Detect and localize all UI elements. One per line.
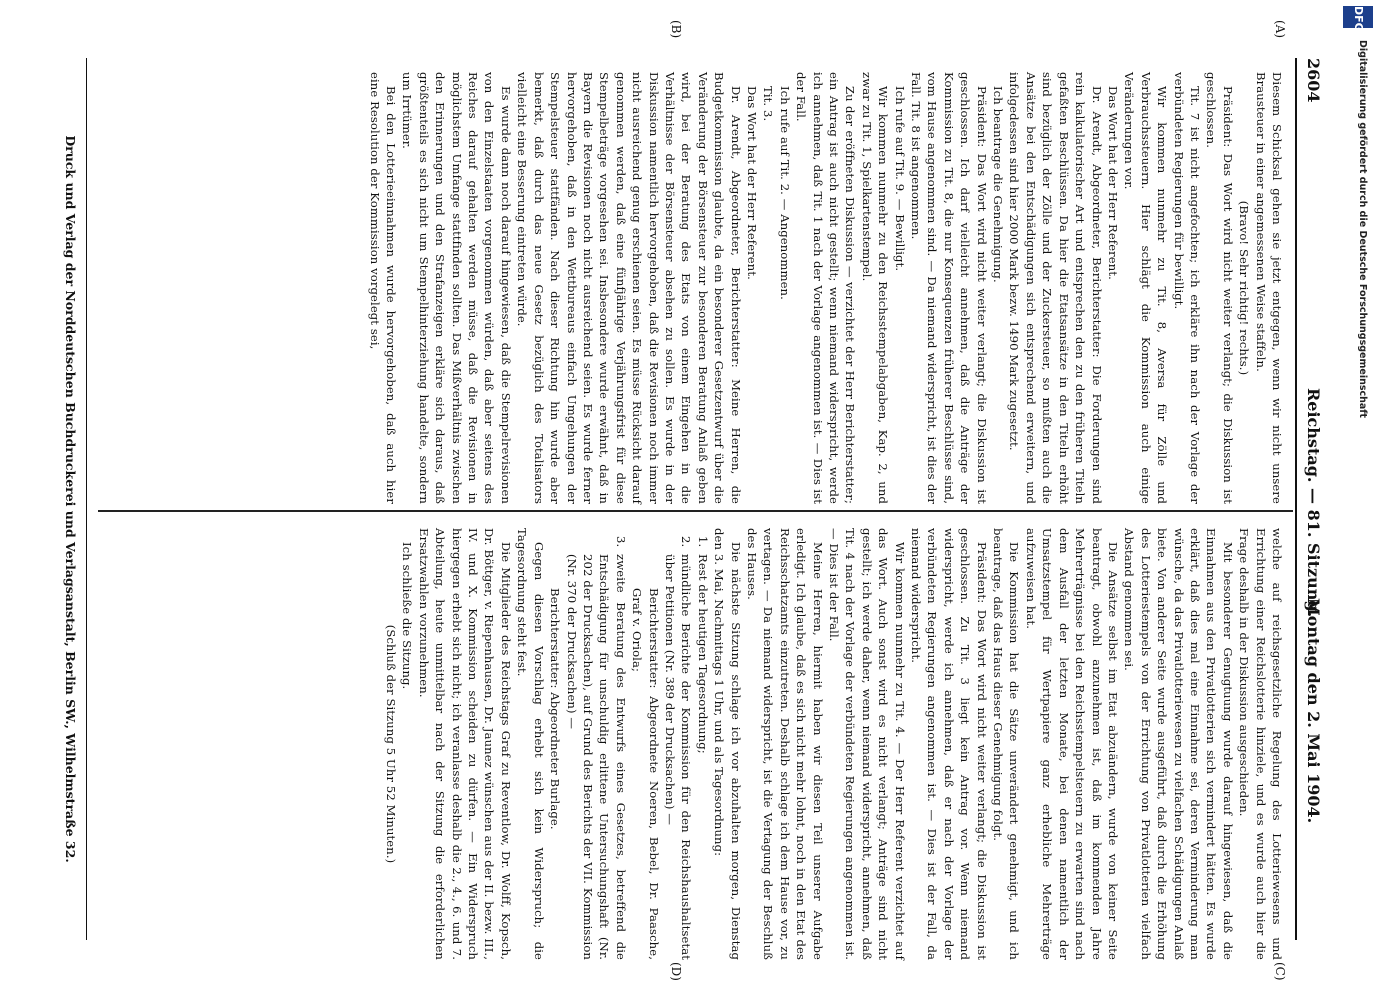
agenda-item xyxy=(694,528,710,960)
paragraph: Wir kommen nunmehr zu Tit. 8, Aversa für Zölle und Verbrauchssteuern. Hier schlägt die Kommission auch einige Veränderungen vor. xyxy=(1122,72,1170,504)
paragraph: Ich rufe auf Tit. 9. — Bewilligt. xyxy=(892,86,907,272)
paragraph: Das Wort hat der Herr Referent. xyxy=(745,86,759,280)
agenda-item xyxy=(563,528,629,960)
paragraph: Zu der eröffneten Diskussion — verzichtet der Herr Berichterstatter; ein Antrag ist auch nicht gestellt; wenn niemand widerspricht, werde ich annehmen, daß Tit. 1 nach der Vorlage angenommen ist. — Dies ist der Fall. xyxy=(794,72,858,504)
paragraph: Dr. Arendt, Abgeordneter, Berichterstatter: Die Forderungen sind rein kalkulatorischer Art und entsprechen den zu den früheren Titeln gefaßten Beschlüssen. Da hier die Etatsansätze in den Titeln erhöht sind bezüglich der Zölle und der Zuckersteuer, so mußten auch die Ansätze bei den Entschädigungen sich entsprechend erweitern, und infolgedessen sind hier 2000 Mark bezw. 1490 Mark zugesetzt. xyxy=(1007,72,1104,504)
paragraph: Präsident: Das Wort wird nicht weiter verlangt; die Diskussion ist geschlossen. Zu Tit. 3 liegt kein Antrag vor. Wenn niemand widerspricht, werde ich annehmen, daß er nach der Vorlage der verbündeten Regierungen angenommen ist. — Dies ist der Fall, da niemand widerspricht. xyxy=(909,528,989,960)
dfg-logo-icon: DFG xyxy=(1343,6,1373,28)
paragraph: Präsident: Das Wort wird nicht weiter verlangt; die Diskussion ist geschlossen. Ich darf vielleicht annehmen, daß die Anträge der Kommission zu Tit. 8, die nur Konsequenzen früherer Beschlüsse sind, vom Hause angenommen sind. — Da niemand widerspricht, ist dies der Fall. Tit. 8 ist angenommen. xyxy=(909,72,989,504)
agenda-number: 3. xyxy=(613,536,628,548)
paragraph: Wir kommen nunmehr zu Tit. 4. — Der Herr Referent verzichtet auf das Wort. Auch sonst wird es nicht verlangt; Anträge sind nicht gestellt; ich werde daher, wenn niemand widerspricht, annehmen, daß Tit. 4 nach der Vorlage der verbündeten Regierungen angenommen ist. — Dies ist der Fall. xyxy=(827,528,907,960)
paragraph: Ich rufe auf Tit. 2. — Angenommen. xyxy=(777,86,792,300)
margin-mark-a: (A) xyxy=(1273,20,1287,39)
paragraph: Bei den Lotterieeinnahmen wurde hervorgehoben, daß auch hier eine Resolution der Kommission vorgelegt sei, xyxy=(367,72,399,504)
rapporteurs: Berichterstatter: Abgeordneter Burlage. xyxy=(548,588,563,830)
closing-note: (Schluß der Sitzung 5 Uhr 52 Minuten.) xyxy=(384,624,399,864)
paragraph: Präsident: Das Wort wird nicht weiter verlangt; die Diskussion ist geschlossen. xyxy=(1204,72,1235,504)
paragraph: Das Wort hat der Herr Referent. xyxy=(1105,86,1120,280)
paragraph: Die nächste Sitzung schlage ich vor abzuhalten morgen, Dienstag den 3. Mai, Nachmittags 1 Uhr, und als Tagesordnung: xyxy=(712,528,743,960)
margin-mark-b: (B) xyxy=(669,20,683,39)
paragraph: Tit. 7 ist nicht angefochten; ich erkläre ihn nach der Vorlage der verbündeten Regierungen für bewilligt. xyxy=(1171,72,1202,504)
running-header xyxy=(1297,58,1323,940)
paragraph: Die Kommission hat die Sätze unverändert genehmigt, und ich beantrage, daß das Haus dieser Genehmigung folgt. xyxy=(991,528,1022,960)
paragraph: Die Mitglieder des Reichstags Graf zu Reventlow, Dr. Wolff, Kopsch, Dr. Böttger, v. Riepenhausen, Dr. Jaunez wünschen aus der II. bezw. III., IV. und X. Kommission scheiden zu dürfen. — Ein Widerspruch hiergegen erhebt sich nicht; ich veranlasse deshalb die 2., 4., 6. und 7. Abteilung, heute unmittelbar nach der Sitzung die erforderlichen Ersatzwahlen vorzunehmen. xyxy=(416,528,513,960)
left-column xyxy=(366,72,1285,504)
header-title-right: Montag den 2. Mai 1904. xyxy=(1304,598,1323,824)
paragraph: Es wurde dann noch darauf hingewiesen, daß die Stempelrevisionen von den Einzelstaaten vorgenommen würden, daß aber seitens des Reiches darauf gehalten werden müsse, daß die Revisionen in möglichstem Umfange stattfinden sollten. Das Mißverhältnis zwischen den Erinnerungen und den Strafanzeigen erkläre sich daraus, daß größtenteils es sich nicht um Stempelhinterziehung handelte, sondern um Irrtümer. xyxy=(400,72,513,504)
margin-mark-c: (C) xyxy=(1273,962,1287,981)
rapporteurs: Berichterstatter: Abgeordnete Noeren, Bebel, Dr. Paasche, Graf v. Oriola; xyxy=(630,588,661,960)
paragraph: Tit. 3. xyxy=(761,86,776,122)
column-divider xyxy=(98,510,1293,512)
paragraph: Mit besonderer Genugtuung wurde darauf hingewiesen, daß die Einnahmen aus den Privatlotterien sich vermindert hätten. Es wurde erklärt, daß dies mal eine Einnahme sei, deren Verminderung man wünsche, da das Privatlotteriewesen zu vielfachen Schädigungen Anlaß biete. Von anderer Seite wurde ausgeführt, daß durch die Erhöhung des Lotteriestempels von der Errichtung von Privatlotterien vielfach Abstand genommen sei. xyxy=(1122,528,1235,960)
right-column xyxy=(383,528,1285,960)
paragraph: Ich beantrage die Genehmigung. xyxy=(991,86,1006,283)
agenda-item xyxy=(662,528,695,960)
page-number: 2604 xyxy=(1304,58,1323,103)
paragraph: Ich schließe die Sitzung. xyxy=(400,542,415,690)
interjection: (Bravo! Sehr richtig! rechts.) xyxy=(1237,200,1252,376)
paragraph: Diesem Schicksal gehen sie jetzt entgegen, wenn wir nicht unsere Brausteuer in einer angemessenen Weise staffeln. xyxy=(1253,72,1284,504)
margin-mark-d: (D) xyxy=(669,962,683,981)
paragraph: welche auf reichsgesetzliche Regelung des Lotteriewesens und Errichtung einer Reichslotterie hinziele, und es wurde auch hier die Frage deshalb in der Diskussion ausgeschieden. xyxy=(1237,528,1284,960)
digitization-note: Digitalisierung gefördert durch die Deutsche Forschungsgemeinschaft xyxy=(1357,40,1368,418)
agenda-text: mündliche Berichte der Kommission für den Reichshaushaltsetat über Petitionen (Nr. 389 der Drucksachen) — xyxy=(662,554,694,960)
agenda-text: Rest der heutigen Tagesordnung; xyxy=(695,554,710,754)
header-rule xyxy=(1295,58,1297,940)
agenda-number: 2. xyxy=(679,536,694,548)
paragraph: Die Ansätze selbst im Etat abzuändern, wurde von keiner Seite beantragt, obwohl anzunehmen ist, daß im kommenden Jahre Mehrerträgnisse bei den Reichsstempelsteuern zu erwarten sind nach dem Ausfall der letzten Monate, bei denen namentlich der Umsatzstempel für Wertpapiere ganz erhebliche Mehrerträge aufzuweisen hat. xyxy=(1023,528,1120,960)
agenda-number: 1. xyxy=(695,536,710,548)
header-title-left: Reichstag. — 81. Sitzung. xyxy=(1304,388,1323,618)
printer-imprint: Druck und Verlag der Norddeutschen Buchdruckerei und Verlagsanstalt, Berlin SW., Wilhelmstraße 32. xyxy=(63,58,87,940)
paragraph: Dr. Arendt, Abgeordneter, Berichterstatter: Meine Herren, die Budgetkommission glaubte, da ein besonderer Gesetzentwurf über die Veränderung der Börsensteuer zur besonderen Beratung Anlaß geben wird, bei der Beratung des Etats von einem Eingehen in die Verhältnisse der Börsensteuer absehen zu sollen. Es wurde in der Diskussion namentlich hervorgehoben, daß die Revisionen noch immer nicht ausreichend genug erschienen seien. Es müsse Rücksicht darauf genommen werden, daß eine fünfjährige Verjährungsfrist für diese Stempelbeträge vorgesehen sei. Insbesondere wurde erwähnt, daß in Bayern die Revisionen noch nicht ausreichend seien. Es wurde ferner hervorgehoben, daß in den Wettbureaus einfach Umgehungen der Stempelsteuer stattfänden. Nach dieser Richtung hin wurde aber bemerkt, daß durch das neue Gesetz bezüglich des Totalisators vielleicht eine Besserung eintreten würde. xyxy=(515,72,743,504)
paragraph: Gegen diesen Vorschlag erhebt sich kein Widerspruch; die Tagesordnung steht fest. xyxy=(515,528,546,960)
paragraph: Meine Herren, hiermit haben wir diesen Teil unserer Aufgabe erledigt. Ich glaube, daß es sich nicht mehr lohnt, noch in den Etat des Reichsschatzamts einzutreten. Deshalb schlage ich dem Hause vor, zu vertagen. — Da niemand widerspricht, ist die Vertagung der Beschluß des Hauses. xyxy=(745,528,825,960)
agenda-text: zweite Beratung des Entwurfs eines Gesetzes, betreffend die Entschädigung für unschuldig erlittene Untersuchungshaft (Nr. 202 der Drucksachen), auf Grund des Berichts der VII. Kommission (Nr. 370 der Drucksachen) — xyxy=(564,554,628,960)
paragraph: Wir kommen nunmehr zu den Reichsstempelabgaben, Kap. 2, und zwar zu Tit. 1, Spielkartenstempel. xyxy=(859,72,891,504)
